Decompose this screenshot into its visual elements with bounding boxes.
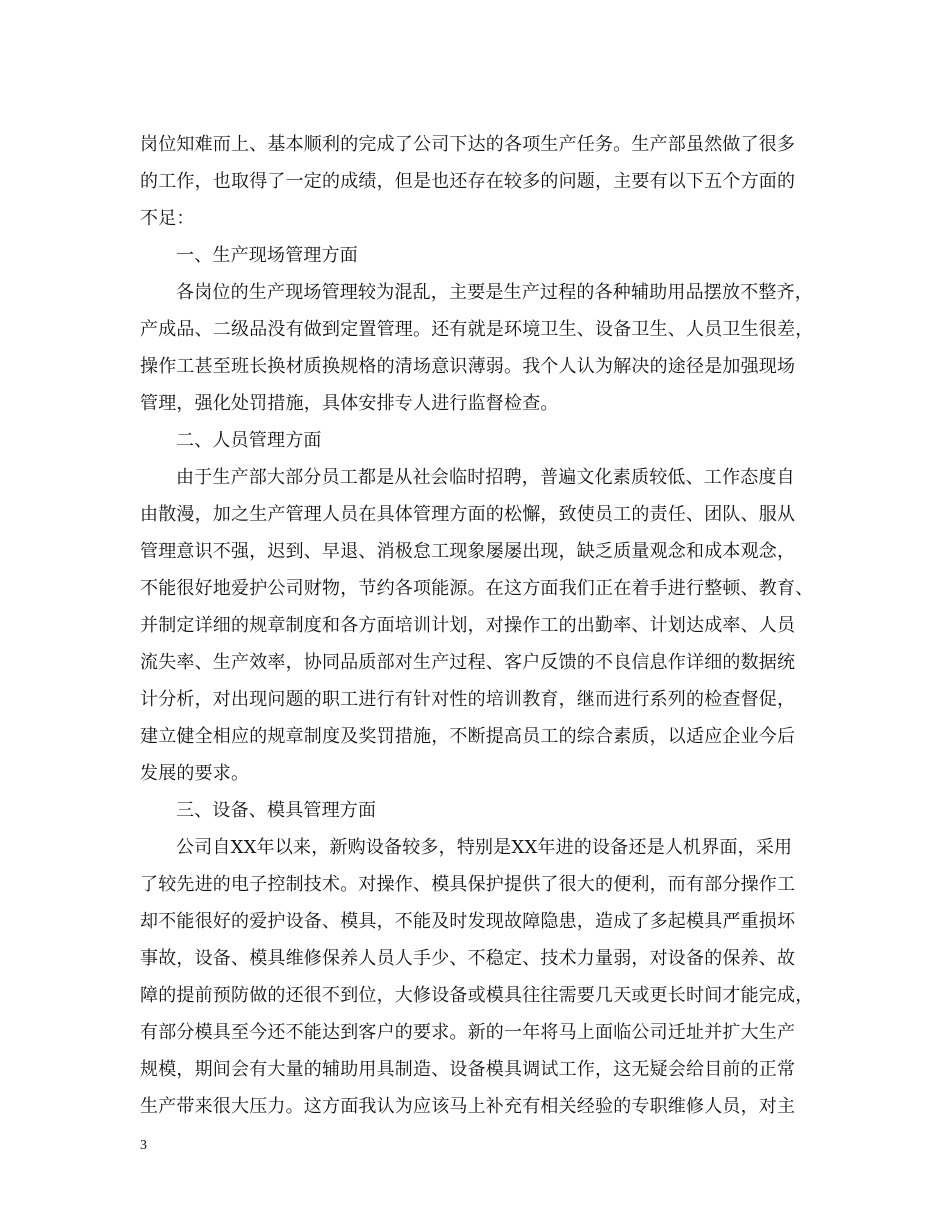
text-line: 并制定详细的规章制度和各方面培训计划，对操作工的出勤率、计划达成率、人员 bbox=[140, 615, 796, 636]
page-number: 3 bbox=[140, 1138, 147, 1153]
text-line: 操作工甚至班长换材质换规格的清场意识薄弱。我个人认为解决的途径是加强现场 bbox=[140, 356, 796, 377]
text-line: 规模，期间会有大量的辅助用具制造、设备模具调试工作，这无疑会给目前的正常 bbox=[140, 1059, 796, 1080]
section-heading: 二、人员管理方面 bbox=[176, 430, 322, 451]
text-line: 障的提前预防做的还很不到位，大修设备或模具往往需要几天或更长时间才能完成， bbox=[140, 985, 814, 1006]
section-heading: 三、设备、模具管理方面 bbox=[176, 800, 377, 821]
text-line: 管理，强化处罚措施，具体安排专人进行监督检查。 bbox=[140, 393, 559, 414]
section-heading: 一、生产现场管理方面 bbox=[176, 245, 358, 266]
text-line: 不能很好地爱护公司财物，节约各项能源。在这方面我们正在着手进行整顿、教育、 bbox=[140, 578, 814, 599]
text-line: 生产带来很大压力。这方面我认为应该马上补充有相关经验的专职维修人员，对主 bbox=[140, 1096, 796, 1117]
text-line: 公司自XX年以来，新购设备较多，特别是XX年进的设备还是人机界面，采用 bbox=[176, 837, 793, 858]
text-line: 由于生产部大部分员工都是从社会临时招聘，普遍文化素质较低、工作态度自 bbox=[176, 467, 795, 488]
text-line: 不足： bbox=[140, 208, 195, 229]
text-line: 了较先进的电子控制技术。对操作、模具保护提供了很大的便利，而有部分操作工 bbox=[140, 874, 796, 895]
text-line: 事故，设备、模具维修保养人员人手少、不稳定、技术力量弱，对设备的保养、故 bbox=[140, 948, 796, 969]
text-line: 流失率、生产效率，协同品质部对生产过程、客户反馈的不良信息作详细的数据统 bbox=[140, 652, 796, 673]
text-line: 岗位知难而上、基本顺利的完成了公司下达的各项生产任务。生产部虽然做了很多 bbox=[140, 134, 796, 155]
text-line: 发展的要求。 bbox=[140, 763, 250, 784]
text-line: 建立健全相应的规章制度及奖罚措施，不断提高员工的综合素质，以适应企业今后 bbox=[140, 726, 796, 747]
body-text bbox=[140, 126, 820, 1125]
text-line: 却不能很好的爱护设备、模具，不能及时发现故障隐患，造成了多起模具严重损坏 bbox=[140, 911, 796, 932]
text-line: 的工作，也取得了一定的成绩，但是也还存在较多的问题，主要有以下五个方面的 bbox=[140, 171, 796, 192]
text-line: 产成品、二级品没有做到定置管理。还有就是环境卫生、设备卫生、人员卫生很差， bbox=[140, 319, 814, 340]
text-line: 各岗位的生产现场管理较为混乱，主要是生产过程的各种辅助用品摆放不整齐， bbox=[176, 282, 813, 303]
text-line: 有部分模具至今还不能达到客户的要求。新的一年将马上面临公司迁址并扩大生产 bbox=[140, 1022, 796, 1043]
text-line: 管理意识不强，迟到、早退、消极怠工现象屡屡出现，缺乏质量观念和成本观念， bbox=[140, 541, 796, 562]
text-line: 计分析，对出现问题的职工进行有针对性的培训教育，继而进行系列的检查督促， bbox=[140, 689, 796, 710]
text-line: 由散漫，加之生产管理人员在具体管理方面的松懈，致使员工的责任、团队、服从 bbox=[140, 504, 796, 525]
